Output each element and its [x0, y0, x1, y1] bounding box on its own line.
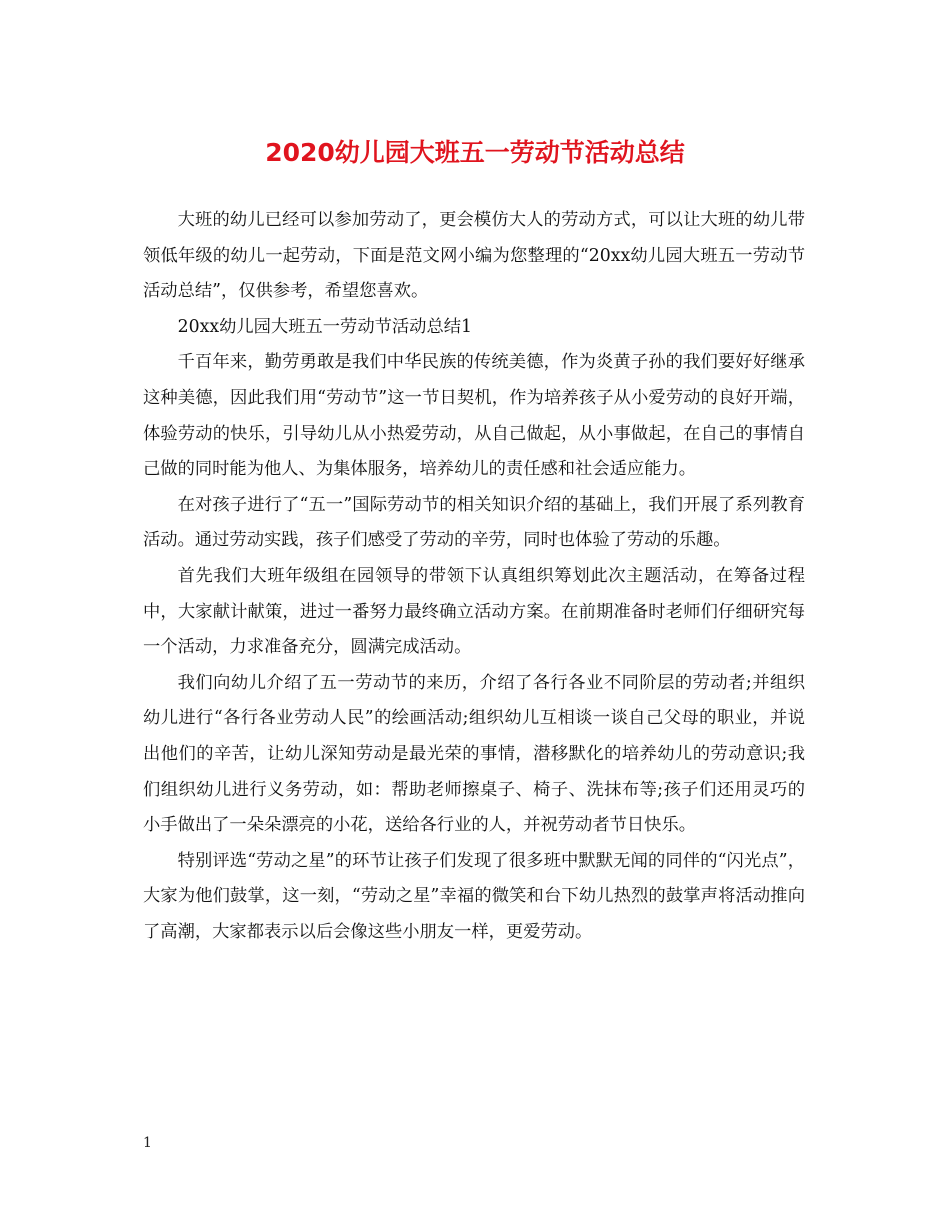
paragraph-intro: 大班的幼儿已经可以参加劳动了，更会模仿大人的劳动方式，可以让大班的幼儿带领低年级的幼儿一起劳动，下面是范文网小编为您整理的“20xx幼儿园大班五一劳动节活动总结”，仅供参考，希望您喜欢。 [143, 210, 805, 302]
paragraph-planning: 首先我们大班年级组在园领导的带领下认真组织筹划此次主题活动，在筹备过程中，大家献计献策，进过一番努力最终确立活动方案。在前期准备时老师们仔细研究每一个活动，力求准备充分，圆满完成活动。 [143, 565, 805, 658]
paragraph-activities: 在对孩子进行了“五一”国际劳动节的相关知识介绍的基础上，我们开展了系列教育活动。通过劳动实践，孩子们感受了劳动的辛劳，同时也体验了劳动的乐趣。 [143, 494, 805, 551]
document-title: 2020幼儿园大班五一劳动节活动总结 [265, 138, 685, 167]
paragraph-tradition: 千百年来，勤劳勇敢是我们中华民族的传统美德，作为炎黄子孙的我们要好好继承这种美德，因此我们用“劳动节”这一节日契机，作为培养孩子从小爱劳动的良好开端，体验劳动的快乐，引导幼儿从小热爱劳动，从自己做起，从小事做起，在自己的事情自己做的同时能为他人、为集体服务，培养幼儿的责任感和社会适应能力。 [143, 352, 805, 480]
paragraph-introduction-to-holiday: 我们向幼儿介绍了五一劳动节的来历，介绍了各行各业不同阶层的劳动者;并组织幼儿进行“各行各业劳动人民”的绘画活动;组织幼儿互相谈一谈自己父母的职业，并说出他们的辛苦，让幼儿深知劳动是最光荣的事情，潜移默化的培养幼儿的劳动意识;我们组织幼儿进行义务劳动，如：帮助老师擦桌子、椅子、洗抹布等;孩子们还用灵巧的小手做出了一朵朵漂亮的小花，送给各行业的人，并祝劳动者节日快乐。 [143, 672, 805, 836]
page-number: 1 [143, 1135, 152, 1151]
document-body [143, 203, 805, 950]
paragraph-labor-star: 特别评选“劳动之星”的环节让孩子们发现了很多班中默默无闻的同伴的“闪光点”，大家为他们鼓掌，这一刻，“劳动之星”幸福的微笑和台下幼儿热烈的鼓掌声将活动推向了高潮，大家都表示以后会像这些小朋友一样，更爱劳动。 [143, 850, 805, 942]
section-heading: 20xx幼儿园大班五一劳动节活动总结1 [177, 316, 473, 337]
